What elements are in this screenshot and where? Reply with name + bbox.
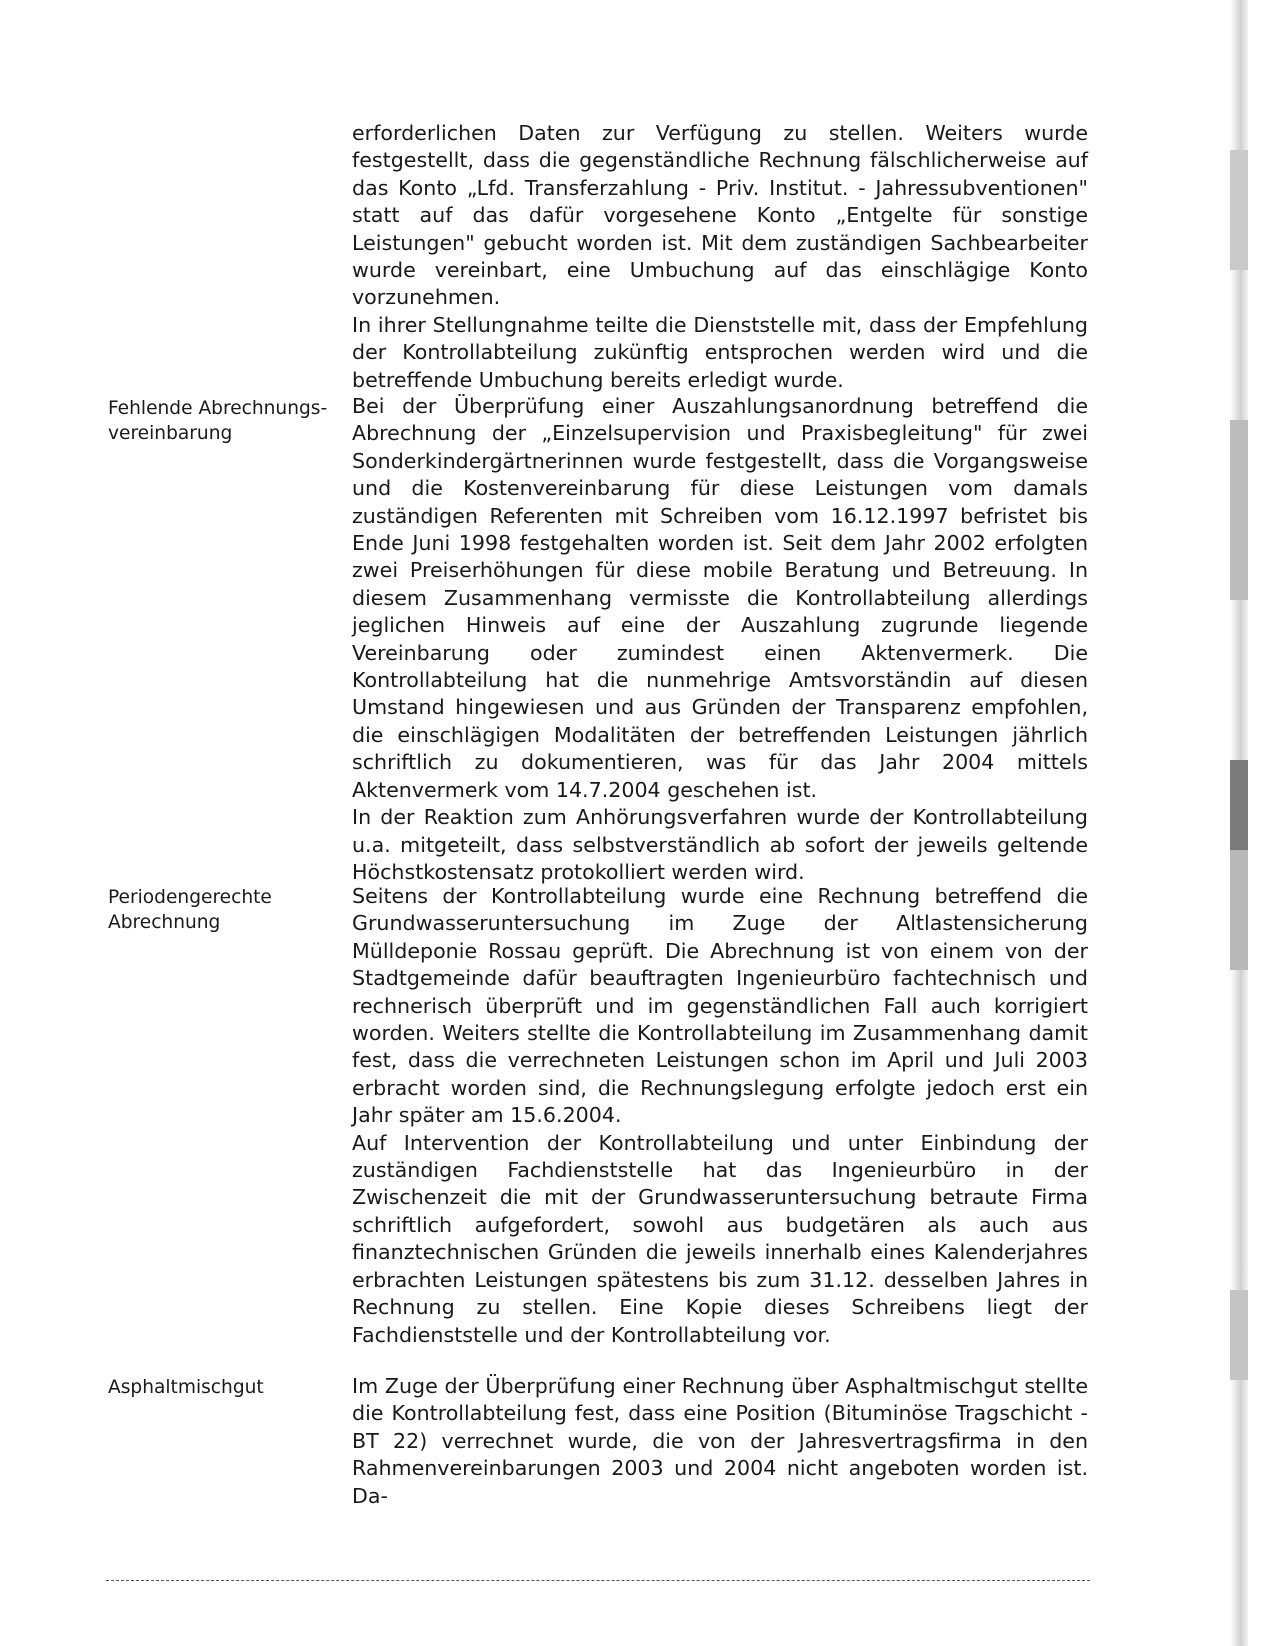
paragraph: In der Reaktion zum Anhörungsverfahren wurde der Kontrollabteilung u.a. mitgeteilt, dass selbstverständlich ab sofort der jeweils geltende Höchstkostensatz protokolliert werden wird.	[352, 805, 1088, 884]
paragraph: In ihrer Stellungnahme teilte die Dienststelle mit, dass der Empfehlung der Kontrollabteilung zukünftig entsprochen werden wird und die betreffende Umbuchung bereits erledigt wurde.	[352, 312, 1088, 392]
section-fehlende-abrechnungsvereinbarung-text	[352, 393, 1088, 886]
scan-edge	[1230, 0, 1248, 1646]
section-periodengerechte-abrechnung-text	[352, 883, 1088, 1349]
section-asphaltmischgut-text	[352, 1373, 1088, 1510]
footer-divider	[106, 1580, 1090, 1581]
paragraph: Bei der Überprüfung einer Auszahlungsanordnung betreffend die Abrechnung der „Einzelsupervision und Praxisbegleitung" für zwei Sonderkindergärtnerinnen wurde festgestellt, dass die Vorgangsweise und die Kostenvereinbarung für diese Leistungen vom damals zuständigen Referenten mit Schreiben vom 16.12.1997 befristet bis Ende Juni 1998 festgehalten worden ist. Seit dem Jahr 2002 erfolgten zwei Preiserhöhungen für diese mobile Beratung und Betreuung. In diesem Zusammenhang vermisste die Kontrollabteilung allerdings jeglichen Hinweis auf eine der Auszahlung zugrunde liegende Vereinbarung oder zumindest einen Aktenvermerk. Die Kontrollabteilung hat die nunmehrige Amtsvorständin auf diesen Umstand hingewiesen und aus Gründen der Transparenz empfohlen, die einschlägigen Modalitäten der betreffenden Leistungen jährlich schriftlich zu dokumentieren, was für das Jahr 2004 mittels Aktenvermerk vom 14.7.2004 geschehen ist.	[352, 394, 1088, 802]
section-continuation-text	[352, 120, 1088, 394]
margin-label-periodengerechte-abrechnung: Periodengerechte Abrechnung	[108, 887, 272, 933]
margin-label-asphaltmischgut: Asphaltmischgut	[108, 1377, 264, 1398]
paragraph: erforderlichen Daten zur Verfügung zu stellen. Weiters wurde festgestellt, dass die gegenständliche Rechnung fälschlicherweise auf das Konto „Lfd. Transferzahlung - Priv. Institut. - Jahressubventionen" statt auf das dafür vorgesehene Konto „Entgelte für sonstige Leistungen" gebucht worden ist. Mit dem zuständigen Sachbearbeiter wurde vereinbart, eine Umbuchung auf das einschlägige Konto vorzunehmen.	[352, 121, 1088, 310]
paragraph: Im Zuge der Überprüfung einer Rechnung über Asphaltmischgut stellte die Kontrollabteilung fest, dass eine Position (Bituminöse Tragschicht - BT 22) verrechnet wurde, die von der Jahresvertragsfirma in den Rahmenvereinbarungen 2003 und 2004 nicht angeboten worden ist. Da-	[352, 1374, 1088, 1508]
paragraph: Auf Intervention der Kontrollabteilung und unter Einbindung der zuständigen Fachdienststelle hat das Ingenieurbüro in der Zwischenzeit die mit der Grundwasseruntersuchung betraute Firma schriftlich aufgefordert, sowohl aus budgetären als auch aus finanztechnischen Gründen die jeweils innerhalb eines Kalenderjahres erbrachten Leistungen spätestens bis zum 31.12. desselben Jahres in Rechnung zu stellen. Eine Kopie dieses Schreibens liegt der Fachdienststelle und der Kontrollabteilung vor.	[352, 1130, 1088, 1347]
paragraph: Seitens der Kontrollabteilung wurde eine Rechnung betreffend die Grundwasseruntersuchung im Zuge der Altlastensicherung Mülldeponie Rossau geprüft. Die Abrechnung ist von einem von der Stadtgemeinde dafür beauftragten Ingenieurbüro fachtechnisch und rechnerisch überprüft und im gegenständlichen Fall auch korrigiert worden. Weiters stellte die Kontrollabteilung im Zusammenhang damit fest, dass die verrechneten Leistungen schon im April und Juli 2003 erbracht worden sind, die Rechnungslegung erfolgte jedoch erst ein Jahr später am 15.6.2004.	[352, 884, 1088, 1128]
margin-label-fehlende-abrechnungsvereinbarung: Fehlende Abrechnungs- vereinbarung	[108, 398, 328, 444]
